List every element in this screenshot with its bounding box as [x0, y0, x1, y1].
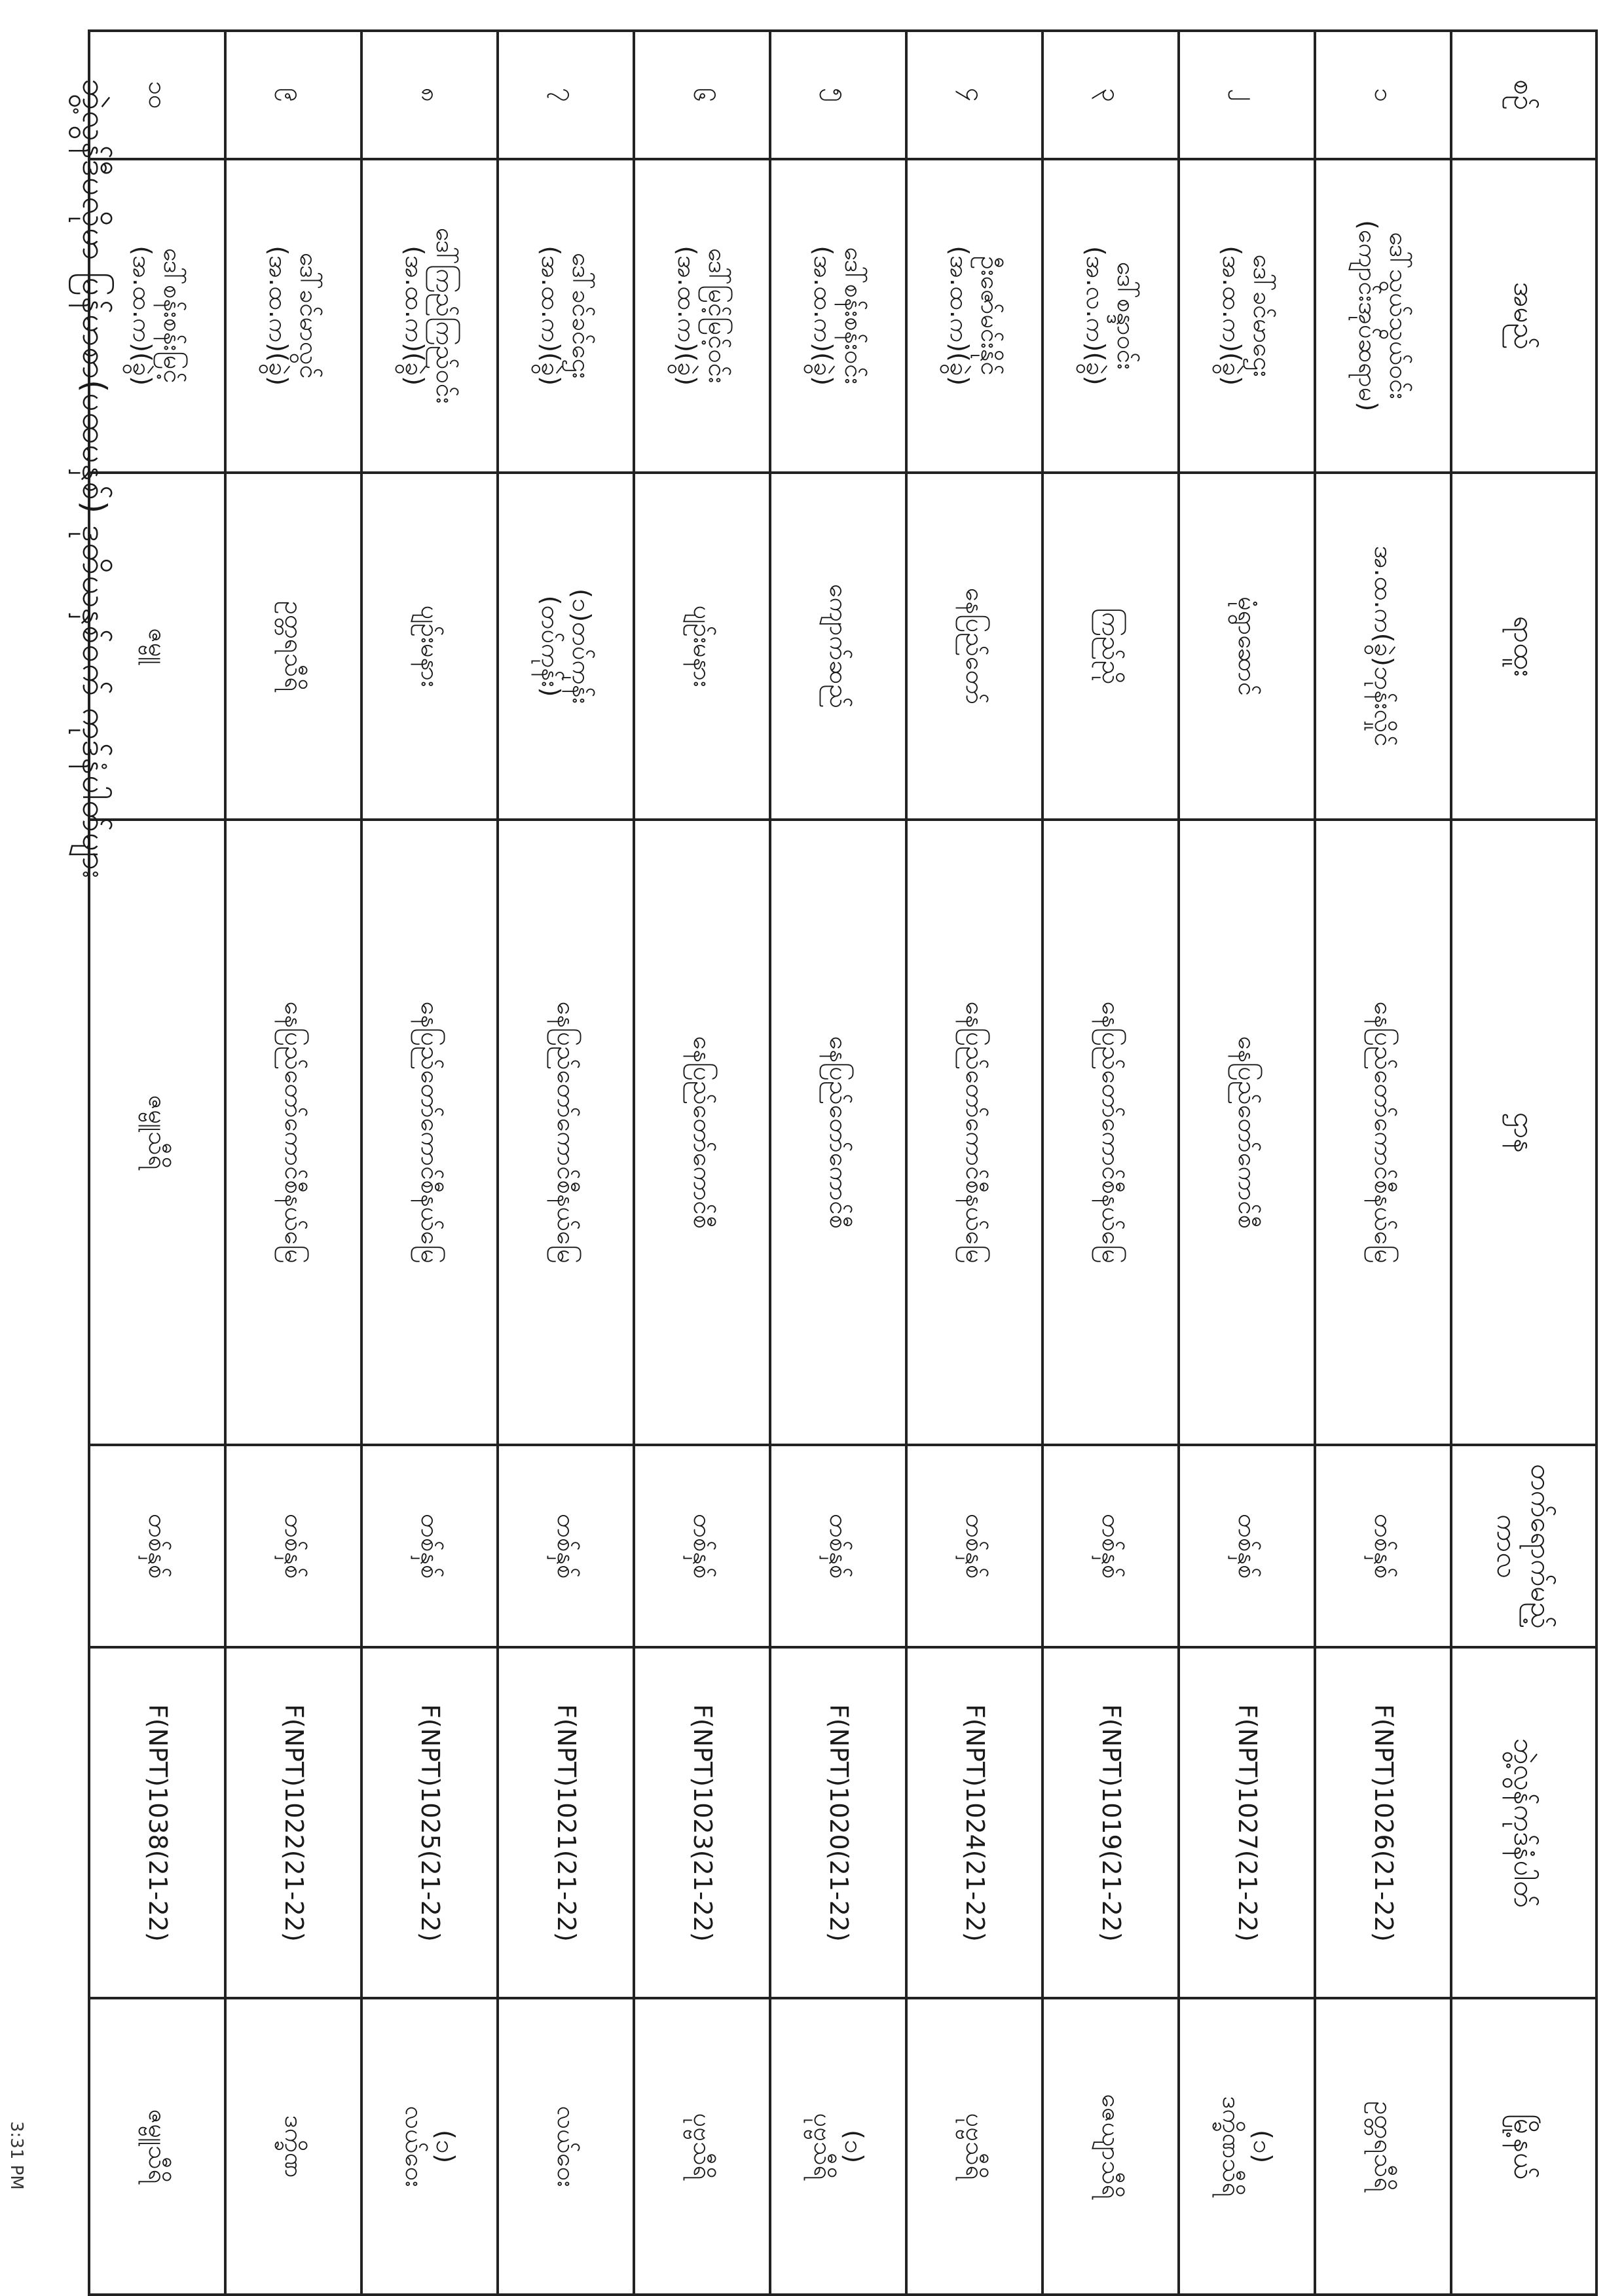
- cell-township: ဒက္ခိဏ: [225, 1998, 361, 2295]
- cell-township: ပုဗ္ဗသီရိ: [634, 1998, 770, 2295]
- cell-name: ဒေါ်ကြည်ကြည်ဝင်း (အ.ထ.က)(ခွဲ): [361, 159, 498, 473]
- cell-no: ၇: [498, 31, 634, 159]
- table-row: [225, 31, 361, 2295]
- cell-department: နေပြည်တော်ကောင်စီနယ်မြေ: [225, 820, 361, 1444]
- cell-no: ၅: [770, 31, 906, 159]
- cell-department: နေပြည်တော်ကောင်စီနယ်မြေ: [361, 820, 498, 1444]
- cell-no: ၉: [225, 31, 361, 159]
- cell-township: ပုဗ္ဗသီရိ: [906, 1998, 1043, 2295]
- cell-duration: တစ်နှစ်: [89, 1445, 225, 1648]
- cell-code: F(NPT)1022(21-22): [225, 1647, 361, 1998]
- cell-code: F(NPT)1021(21-22): [498, 1647, 634, 1998]
- cell-name: ဒေါ်စန်းစန်းမြင့် (အ.ထ.က)(ခွဲ): [89, 159, 225, 473]
- header-no: စဉ်: [1451, 31, 1596, 159]
- cell-place: ပျဉ်းမနား: [634, 473, 770, 820]
- table-row: [770, 31, 906, 2295]
- cell-no: ၈: [361, 31, 498, 159]
- cell-place: အ.ထ.က(ခွဲ)ဘုန်းလှိုင်: [1315, 473, 1451, 820]
- scan-timestamp: 3:31 PM: [7, 2121, 26, 2190]
- cell-township: လယ်ဝေး: [498, 1998, 634, 2295]
- table-row: [361, 31, 498, 2295]
- header-department: ဌာန: [1451, 820, 1596, 1444]
- cell-no: ၃: [1043, 31, 1179, 159]
- cell-duration: တစ်နှစ်: [770, 1445, 906, 1648]
- cell-department: နေပြည်တော်ကောင်စီနယ်မြေ: [1315, 820, 1451, 1444]
- cell-code: F(NPT)1025(21-22): [361, 1647, 498, 1998]
- cell-name: ဒေါ်စန္ဒာဝင်း (အ.လ.က)(ခွဲ): [1043, 159, 1179, 473]
- cell-name: ဒေါ်ခင်မာလွင် (အ.ထ.က)(ခွဲ): [225, 159, 361, 473]
- cell-department: ဇမ္ဗူသီရိ: [89, 820, 225, 1444]
- cell-township: ဇမ္ဗူသီရိ: [89, 1998, 225, 2295]
- cell-code: F(NPT)1023(21-22): [634, 1647, 770, 1998]
- cell-place: ဥတ္တရသီရိ: [225, 473, 361, 820]
- header-place: ရာထူး: [1451, 473, 1596, 820]
- cell-place: မုံရွာဆောင်: [1179, 473, 1315, 820]
- cell-department: နေပြည်တော်ကောင်စီ: [770, 820, 906, 1444]
- cell-township: ဥတ္တရသီရိ: [1315, 1998, 1451, 2295]
- cell-name: ဒေါ်စန်းစန်းဝင်း (အ.ထ.က)(ခွဲ): [770, 159, 906, 473]
- cell-duration: တစ်နှစ်: [225, 1445, 361, 1648]
- cell-code: F(NPT)1026(21-22): [1315, 1647, 1451, 1998]
- document-title: ဘွဲ့လွန်ဒီပလိုမာ မြန်မာစာ(ပထမနှစ်) ဒုတိယနှစ်ဝက် ကုဒ်နံပါတ်များ: [75, 79, 113, 879]
- cell-place: ကျောက်ဆည်: [770, 473, 906, 820]
- cell-township: (၁) ဒက္ခိဏသီရိ: [1179, 1998, 1315, 2295]
- table-row: [1315, 31, 1451, 2295]
- table-row: [634, 31, 770, 2295]
- cell-no: ၄: [906, 31, 1043, 159]
- cell-code: F(NPT)1020(21-22): [770, 1647, 906, 1998]
- cell-place: နေပြည်တော်: [906, 473, 1043, 820]
- cell-name: ဒေါ်ခင်မာဌေး (အ.ထ.က)(ခွဲ): [1179, 159, 1315, 473]
- cell-place: ပျဉ်းမနား: [361, 473, 498, 820]
- cell-duration: တစ်နှစ်: [634, 1445, 770, 1648]
- table-row: [1043, 31, 1179, 2295]
- cell-department: နေပြည်တော်ကောင်စီ: [1179, 820, 1315, 1444]
- table-row: [498, 31, 634, 2295]
- cell-code: F(NPT)1019(21-22): [1043, 1647, 1179, 1998]
- cell-department: နေပြည်တော်ကောင်စီနယ်မြေ: [906, 820, 1043, 1444]
- cell-name: ဦးဇော်မင်းနိုင် (အ.ထ.က)(ခွဲ): [906, 159, 1043, 473]
- cell-name: ဒေါ်ခင်ခင်ဌေး (အ.ထ.က)(ခွဲ): [498, 159, 634, 473]
- cell-duration: တစ်နှစ်: [906, 1445, 1043, 1648]
- cell-duration: တစ်နှစ်: [1179, 1445, 1315, 1648]
- cell-duration: တစ်နှစ်: [1315, 1445, 1451, 1648]
- cell-township: (၁) လယ်ဝေး: [361, 1998, 498, 2295]
- cell-no: ၂: [1179, 31, 1315, 159]
- header-row: [1451, 31, 1596, 2295]
- cell-no: ၁: [1315, 31, 1451, 159]
- header-duration: တက်ရောက်မည့် ကာလ: [1451, 1445, 1596, 1648]
- cell-code: F(NPT)1024(21-22): [906, 1647, 1043, 1998]
- cell-place: ကြည်ညို: [1043, 473, 1179, 820]
- cell-duration: တစ်နှစ်: [498, 1445, 634, 1648]
- header-name: အမည်: [1451, 159, 1596, 473]
- cell-department: နေပြည်တော်ကောင်စီနယ်မြေ: [498, 820, 634, 1444]
- header-code: ဘွဲ့လွန်ကုဒ်နံပါတ်: [1451, 1647, 1596, 1998]
- table-row: [906, 31, 1043, 2295]
- cell-township: ဇေယျာသီရိ: [1043, 1998, 1179, 2295]
- cell-name: ဒေါ်သွယ်သွယ်ဝင်း (ကျောင်းအုပ်ဆရာမ): [1315, 159, 1451, 473]
- cell-department: နေပြည်တော်ကောင်စီနယ်မြေ: [1043, 820, 1179, 1444]
- data-table: [88, 29, 1598, 2296]
- cell-department: နေပြည်တော်ကောင်စီ: [634, 820, 770, 1444]
- cell-place: (၁)တပ်ကုန်း (တပ်ကုန်း): [498, 473, 634, 820]
- cell-duration: တစ်နှစ်: [361, 1445, 498, 1648]
- cell-no: ၆: [634, 31, 770, 159]
- table-row: [1179, 31, 1315, 2295]
- cell-place: ဇမ္ဗူ: [89, 473, 225, 820]
- header-township: မြို့နယ်: [1451, 1998, 1596, 2295]
- cell-name: ဒေါ်မြင့်မြင့်ဝင်း (အ.ထ.က)(ခွဲ): [634, 159, 770, 473]
- cell-code: F(NPT)1027(21-22): [1179, 1647, 1315, 1998]
- cell-no: ၁၀: [89, 31, 225, 159]
- cell-township: (၁) ပုဗ္ဗသီရိ: [770, 1998, 906, 2295]
- cell-code: F(NPT)1038(21-22): [89, 1647, 225, 1998]
- cell-duration: တစ်နှစ်: [1043, 1445, 1179, 1648]
